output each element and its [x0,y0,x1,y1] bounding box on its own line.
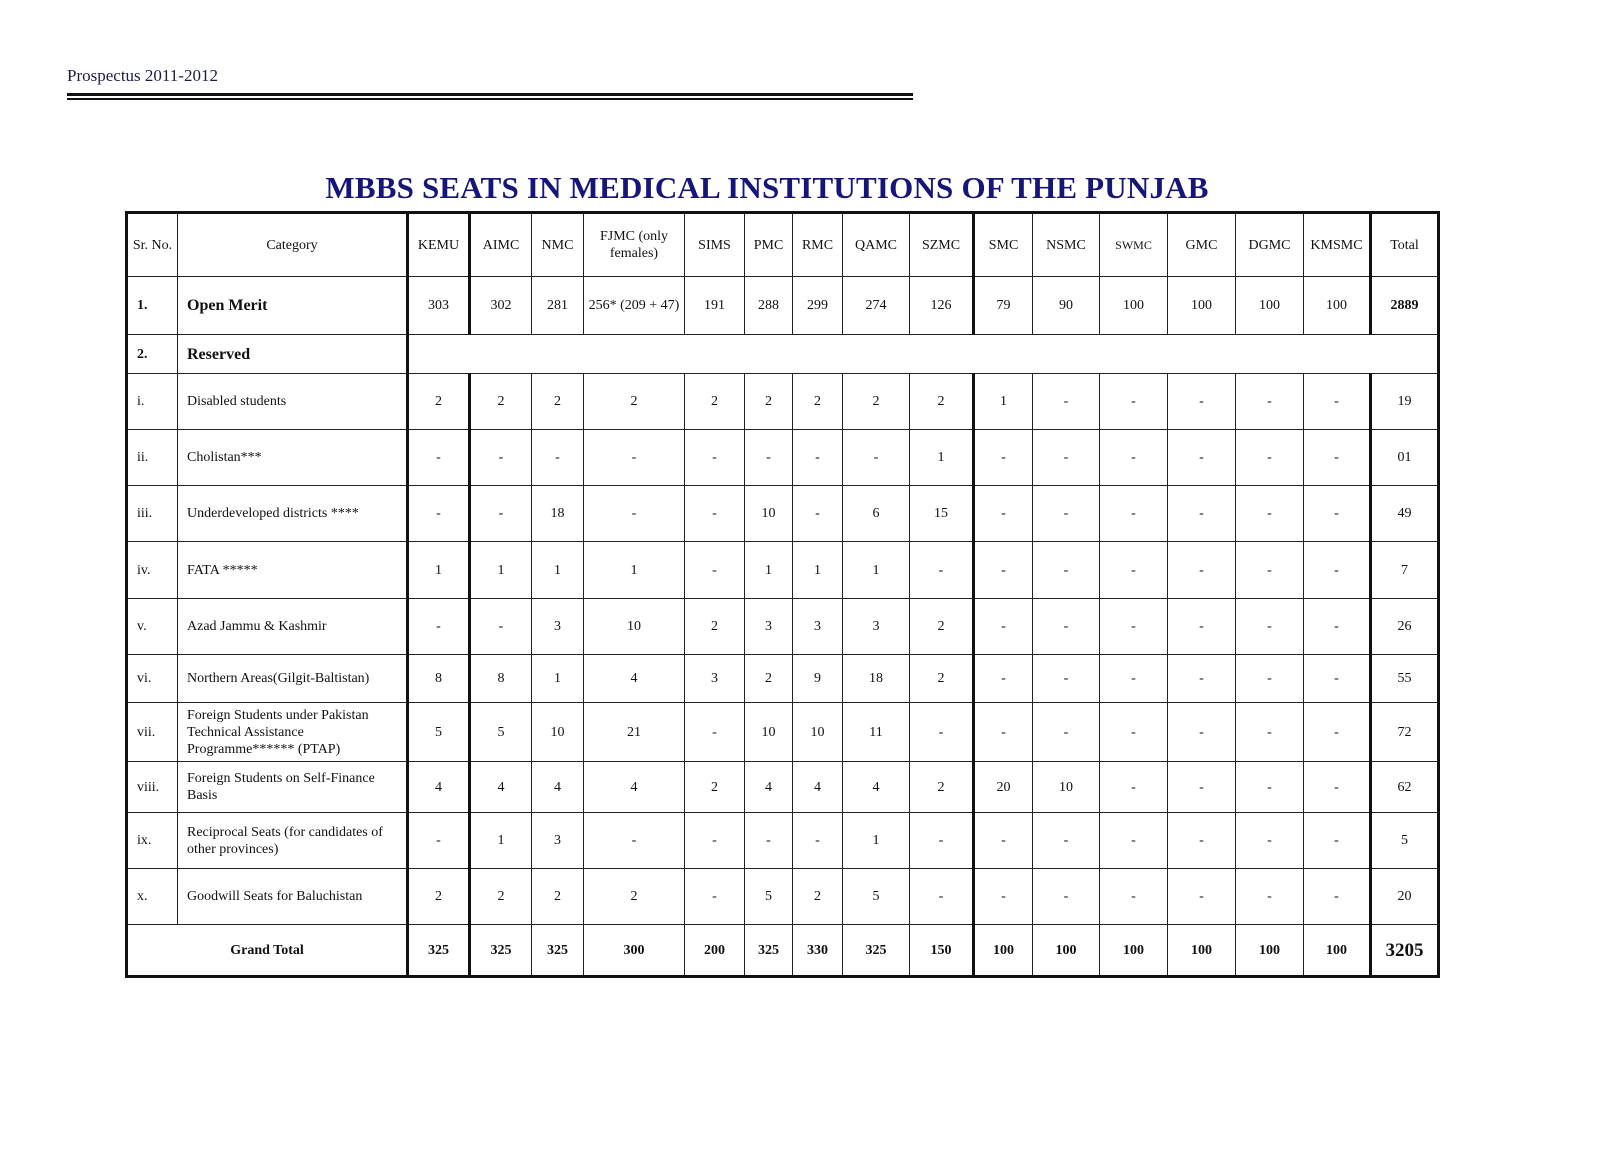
value-cell: - [974,703,1033,762]
value-cell: 256* (209 + 47) [584,277,685,335]
value-cell: - [974,542,1033,599]
value-cell: 2 [470,374,532,430]
value-cell: 10 [532,703,584,762]
value-cell: - [1236,542,1304,599]
value-cell: 2 [910,655,974,703]
sr-no: x. [127,869,178,925]
value-cell: - [1033,542,1100,599]
category-cell: Reciprocal Seats (for candidates of other provinces) [178,813,408,869]
value-cell: 3 [532,813,584,869]
table-row-reserved [127,335,1439,374]
column-header: QAMC [843,213,910,277]
value-cell: 4 [793,762,843,813]
value-cell: - [745,430,793,486]
value-cell: - [1100,430,1168,486]
value-cell: 18 [843,655,910,703]
table-row [127,813,1439,869]
grand-total-label: Grand Total [127,925,408,977]
value-cell: - [1168,486,1236,542]
value-cell: - [1033,813,1100,869]
value-cell: - [910,542,974,599]
column-header: KMSMC [1304,213,1371,277]
value-cell: 21 [584,703,685,762]
grand-total-value: 325 [470,925,532,977]
header-rule [67,98,913,100]
value-cell: 2 [685,374,745,430]
value-cell: - [1033,599,1100,655]
category-cell: Cholistan*** [178,430,408,486]
value-cell: - [1033,655,1100,703]
grand-total-value: 100 [974,925,1033,977]
value-cell: 1 [532,655,584,703]
value-cell: 18 [532,486,584,542]
value-cell: 1 [793,542,843,599]
grand-total-value: 100 [1168,925,1236,977]
category-cell: Disabled students [178,374,408,430]
grand-total-value: 325 [532,925,584,977]
value-cell: - [1304,869,1371,925]
sr-no: v. [127,599,178,655]
value-cell: 2889 [1371,277,1439,335]
column-header: SWMC [1100,213,1168,277]
value-cell: 79 [974,277,1033,335]
value-cell: 1 [470,813,532,869]
value-cell: - [408,813,470,869]
value-cell: - [910,703,974,762]
value-cell: 4 [408,762,470,813]
value-cell: 5 [745,869,793,925]
value-cell: 2 [843,374,910,430]
table-row [127,430,1439,486]
value-cell: - [1033,374,1100,430]
value-cell: 2 [745,374,793,430]
value-cell: - [1168,542,1236,599]
value-cell: 2 [685,762,745,813]
value-cell: 1 [532,542,584,599]
value-cell: - [1033,430,1100,486]
value-cell: 4 [470,762,532,813]
category-cell: Reserved [178,335,408,374]
value-cell: 100 [1168,277,1236,335]
category-cell: Underdeveloped districts **** [178,486,408,542]
value-cell: - [1100,762,1168,813]
category-cell: FATA ***** [178,542,408,599]
value-cell: - [584,813,685,869]
value-cell: 49 [1371,486,1439,542]
sr-no: ii. [127,430,178,486]
value-cell: 126 [910,277,974,335]
value-cell: - [1236,486,1304,542]
value-cell: 2 [584,869,685,925]
value-cell: 1 [470,542,532,599]
value-cell: - [1100,869,1168,925]
value-cell: - [974,655,1033,703]
value-cell: 2 [910,599,974,655]
value-cell: 8 [408,655,470,703]
value-cell: - [1168,762,1236,813]
value-cell: - [470,599,532,655]
sr-no: vii. [127,703,178,762]
value-cell: - [1168,374,1236,430]
empty-span-cell [408,335,1439,374]
value-cell: 1 [584,542,685,599]
value-cell: - [1100,599,1168,655]
sr-no: viii. [127,762,178,813]
column-header: SZMC [910,213,974,277]
value-cell: 26 [1371,599,1439,655]
value-cell: 2 [910,374,974,430]
value-cell: - [1236,374,1304,430]
sr-no: 1. [127,277,178,335]
value-cell: - [1168,813,1236,869]
table-row [127,542,1439,599]
value-cell: - [1304,486,1371,542]
value-cell: - [793,430,843,486]
value-cell: - [1304,430,1371,486]
column-header: NSMC [1033,213,1100,277]
value-cell: 274 [843,277,910,335]
value-cell: 19 [1371,374,1439,430]
value-cell: - [974,813,1033,869]
value-cell: - [1100,703,1168,762]
value-cell: - [584,486,685,542]
grand-total-value: 300 [584,925,685,977]
value-cell: 5 [470,703,532,762]
value-cell: - [685,869,745,925]
value-cell: 8 [470,655,532,703]
sr-no: 2. [127,335,178,374]
value-cell: - [1236,655,1304,703]
column-header: SMC [974,213,1033,277]
value-cell: - [1304,374,1371,430]
value-cell: - [1304,703,1371,762]
value-cell: - [685,703,745,762]
value-cell: 2 [470,869,532,925]
value-cell: 10 [745,703,793,762]
value-cell: 299 [793,277,843,335]
value-cell: 3 [685,655,745,703]
value-cell: - [470,430,532,486]
value-cell: 62 [1371,762,1439,813]
table-row [127,703,1439,762]
value-cell: 5 [408,703,470,762]
header-row [127,213,1439,277]
value-cell: 2 [793,869,843,925]
value-cell: 4 [745,762,793,813]
value-cell: - [1236,599,1304,655]
sr-no: i. [127,374,178,430]
value-cell: 302 [470,277,532,335]
table-row [127,762,1439,813]
value-cell: 100 [1236,277,1304,335]
value-cell: 1 [745,542,793,599]
value-cell: - [974,430,1033,486]
value-cell: - [1100,542,1168,599]
value-cell: - [745,813,793,869]
value-cell: 1 [910,430,974,486]
value-cell: - [532,430,584,486]
value-cell: 90 [1033,277,1100,335]
value-cell: - [1304,655,1371,703]
grand-total-value: 100 [1100,925,1168,977]
column-header: NMC [532,213,584,277]
value-cell: 100 [1100,277,1168,335]
value-cell: 5 [843,869,910,925]
value-cell: 5 [1371,813,1439,869]
table-row [127,486,1439,542]
category-cell: Northern Areas(Gilgit-Baltistan) [178,655,408,703]
value-cell: 2 [532,869,584,925]
category-cell: Foreign Students under Pakistan Technical Assistance Programme****** (PTAP) [178,703,408,762]
table-row [127,869,1439,925]
table-row [127,655,1439,703]
value-cell: - [843,430,910,486]
value-cell: - [910,869,974,925]
grand-total-value: 325 [745,925,793,977]
header-rule [67,93,913,96]
column-header: Total [1371,213,1439,277]
value-cell: - [408,486,470,542]
value-cell: - [1236,762,1304,813]
value-cell: 288 [745,277,793,335]
value-cell: - [1236,430,1304,486]
table-row-grand-total [127,925,1439,977]
column-header: Category [178,213,408,277]
value-cell: - [793,813,843,869]
value-cell: 1 [974,374,1033,430]
value-cell: 303 [408,277,470,335]
value-cell: 2 [745,655,793,703]
value-cell: - [1236,703,1304,762]
grand-total-value: 100 [1033,925,1100,977]
sr-no: ix. [127,813,178,869]
value-cell: 20 [1371,869,1439,925]
value-cell: - [1168,869,1236,925]
table-row-open-merit [127,277,1439,335]
value-cell: - [1168,430,1236,486]
value-cell: 3 [532,599,584,655]
value-cell: 100 [1304,277,1371,335]
value-cell: - [1304,542,1371,599]
value-cell: - [1033,486,1100,542]
grand-total-value: 100 [1236,925,1304,977]
value-cell: 2 [685,599,745,655]
column-header: FJMC (only females) [584,213,685,277]
value-cell: 1 [408,542,470,599]
value-cell: 4 [532,762,584,813]
value-cell: - [584,430,685,486]
value-cell: 1 [843,813,910,869]
grand-total-value: 325 [843,925,910,977]
value-cell: - [1100,813,1168,869]
page-title: MBBS SEATS IN MEDICAL INSTITUTIONS OF THE PUNJAB [325,170,1209,205]
value-cell: - [1100,374,1168,430]
grand-total-value: 100 [1304,925,1371,977]
value-cell: - [470,486,532,542]
column-header: AIMC [470,213,532,277]
sr-no: iv. [127,542,178,599]
value-cell: - [1100,655,1168,703]
value-cell: 11 [843,703,910,762]
category-cell: Foreign Students on Self-Finance Basis [178,762,408,813]
value-cell: - [408,599,470,655]
value-cell: 2 [532,374,584,430]
value-cell: 55 [1371,655,1439,703]
value-cell: - [974,869,1033,925]
value-cell: 2 [910,762,974,813]
value-cell: - [685,813,745,869]
value-cell: - [974,486,1033,542]
sr-no: iii. [127,486,178,542]
column-header: SIMS [685,213,745,277]
value-cell: 191 [685,277,745,335]
value-cell: 6 [843,486,910,542]
column-header: Sr. No. [127,213,178,277]
grand-total-value: 3205 [1371,925,1439,977]
value-cell: - [1236,813,1304,869]
value-cell: - [685,430,745,486]
grand-total-value: 330 [793,925,843,977]
grand-total-value: 200 [685,925,745,977]
value-cell: 10 [1033,762,1100,813]
value-cell: - [974,599,1033,655]
column-header: KEMU [408,213,470,277]
value-cell: - [1033,703,1100,762]
value-cell: 3 [843,599,910,655]
value-cell: - [910,813,974,869]
value-cell: 15 [910,486,974,542]
grand-total-value: 150 [910,925,974,977]
value-cell: - [1304,813,1371,869]
value-cell: 1 [843,542,910,599]
column-header: DGMC [1236,213,1304,277]
value-cell: 01 [1371,430,1439,486]
value-cell: 72 [1371,703,1439,762]
value-cell: - [685,486,745,542]
category-cell: Azad Jammu & Kashmir [178,599,408,655]
table-row [127,374,1439,430]
value-cell: - [1168,703,1236,762]
value-cell: 3 [793,599,843,655]
value-cell: - [1304,599,1371,655]
value-cell: 20 [974,762,1033,813]
value-cell: 2 [793,374,843,430]
column-header: GMC [1168,213,1236,277]
value-cell: 7 [1371,542,1439,599]
value-cell: 4 [584,762,685,813]
sr-no: vi. [127,655,178,703]
value-cell: 2 [408,374,470,430]
value-cell: - [1236,869,1304,925]
value-cell: - [1100,486,1168,542]
value-cell: - [1033,869,1100,925]
value-cell: 3 [745,599,793,655]
category-cell: Open Merit [178,277,408,335]
value-cell: - [1168,599,1236,655]
value-cell: 10 [793,703,843,762]
value-cell: 2 [408,869,470,925]
column-header: RMC [793,213,843,277]
value-cell: - [793,486,843,542]
table-row [127,599,1439,655]
running-head: Prospectus 2011-2012 [67,66,218,85]
value-cell: 4 [843,762,910,813]
grand-total-value: 325 [408,925,470,977]
value-cell: 281 [532,277,584,335]
value-cell: - [1304,762,1371,813]
seats-table [125,211,1440,978]
category-cell: Goodwill Seats for Baluchistan [178,869,408,925]
value-cell: 10 [745,486,793,542]
value-cell: 10 [584,599,685,655]
value-cell: 9 [793,655,843,703]
value-cell: 4 [584,655,685,703]
value-cell: - [685,542,745,599]
value-cell: - [408,430,470,486]
value-cell: 2 [584,374,685,430]
column-header: PMC [745,213,793,277]
value-cell: - [1168,655,1236,703]
